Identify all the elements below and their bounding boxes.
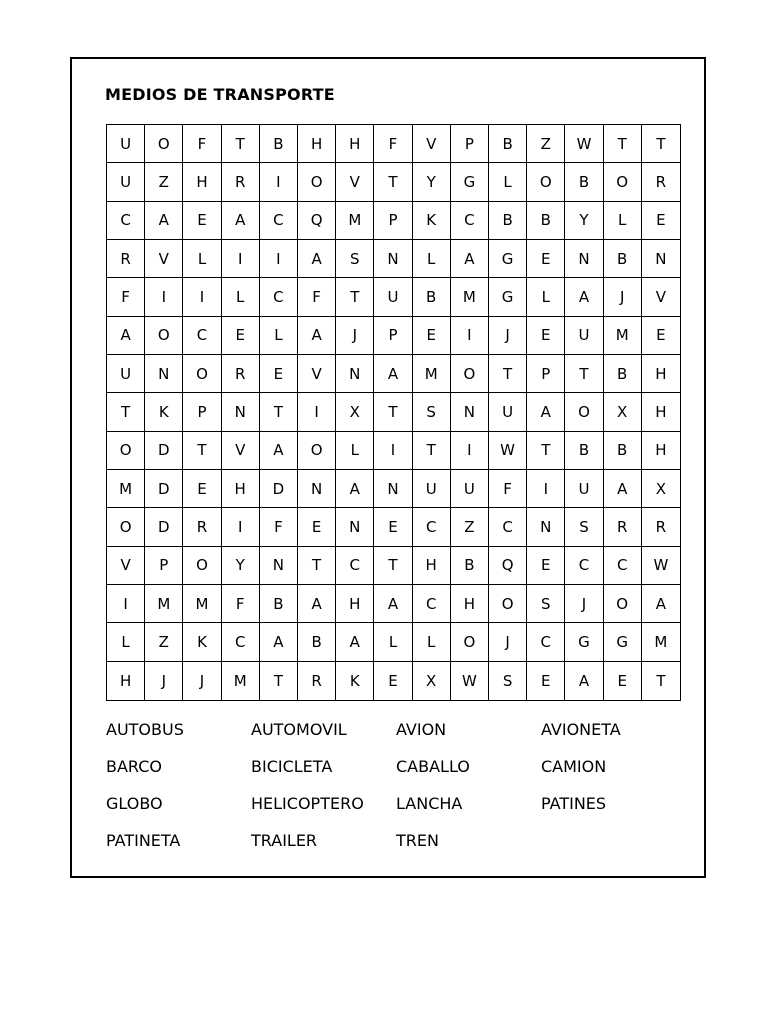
grid-cell[interactable]: W xyxy=(489,432,527,470)
grid-cell[interactable]: B xyxy=(565,432,603,470)
grid-cell[interactable]: F xyxy=(298,278,336,316)
grid-cell[interactable]: C xyxy=(260,278,298,316)
grid-cell[interactable]: A xyxy=(298,585,336,623)
grid-cell[interactable]: J xyxy=(336,317,374,355)
grid-cell[interactable]: K xyxy=(145,393,183,431)
grid-cell[interactable]: B xyxy=(298,623,336,661)
grid-cell[interactable]: A xyxy=(298,317,336,355)
grid-cell[interactable]: E xyxy=(642,317,680,355)
grid-cell[interactable]: B xyxy=(260,585,298,623)
grid-cell[interactable]: M xyxy=(107,470,145,508)
grid-cell[interactable]: N xyxy=(298,470,336,508)
grid-cell[interactable]: L xyxy=(413,240,451,278)
grid-cell[interactable]: O xyxy=(604,585,642,623)
grid-cell[interactable]: N xyxy=(527,508,565,546)
grid-cell[interactable]: B xyxy=(260,125,298,163)
grid-cell[interactable]: C xyxy=(451,202,489,240)
grid-cell[interactable]: T xyxy=(183,432,221,470)
grid-cell[interactable]: I xyxy=(222,240,260,278)
grid-cell[interactable]: L xyxy=(183,240,221,278)
grid-cell[interactable]: T xyxy=(298,547,336,585)
grid-cell[interactable]: V xyxy=(336,163,374,201)
grid-cell[interactable]: E xyxy=(413,317,451,355)
grid-cell[interactable]: J xyxy=(604,278,642,316)
word-list-item: AVION xyxy=(396,720,447,739)
grid-cell[interactable]: R xyxy=(604,508,642,546)
grid-cell[interactable]: Z xyxy=(527,125,565,163)
grid-cell[interactable]: K xyxy=(183,623,221,661)
grid-cell[interactable]: E xyxy=(374,662,412,700)
word-list-item: TREN xyxy=(396,831,439,850)
grid-cell[interactable]: F xyxy=(183,125,221,163)
grid-cell[interactable]: D xyxy=(260,470,298,508)
grid-cell[interactable]: C xyxy=(527,623,565,661)
grid-cell[interactable]: R xyxy=(222,163,260,201)
grid-cell[interactable]: A xyxy=(451,240,489,278)
word-list-item: TRAILER xyxy=(251,831,318,850)
grid-cell[interactable]: P xyxy=(183,393,221,431)
grid-cell[interactable]: C xyxy=(604,547,642,585)
grid-cell[interactable]: R xyxy=(183,508,221,546)
grid-cell[interactable]: R xyxy=(107,240,145,278)
grid-cell[interactable]: C xyxy=(489,508,527,546)
word-list xyxy=(106,719,686,867)
word-search-grid xyxy=(106,124,681,701)
grid-cell[interactable]: N xyxy=(260,547,298,585)
word-list-item: PATINETA xyxy=(106,831,181,850)
grid-cell[interactable]: H xyxy=(183,163,221,201)
grid-cell[interactable]: Y xyxy=(565,202,603,240)
grid-cell[interactable]: I xyxy=(374,432,412,470)
word-list-item: PATINES xyxy=(541,794,607,813)
word-list-item: GLOBO xyxy=(106,794,163,813)
word-list-item: HELICOPTERO xyxy=(251,794,364,813)
grid-cell[interactable]: E xyxy=(527,317,565,355)
grid-cell[interactable]: O xyxy=(451,355,489,393)
grid-cell[interactable]: M xyxy=(604,317,642,355)
grid-cell[interactable]: B xyxy=(565,163,603,201)
grid-cell[interactable]: A xyxy=(565,662,603,700)
grid-cell[interactable]: Q xyxy=(489,547,527,585)
grid-cell[interactable]: L xyxy=(489,163,527,201)
grid-cell[interactable]: P xyxy=(145,547,183,585)
grid-cell[interactable]: A xyxy=(527,393,565,431)
grid-cell[interactable]: H xyxy=(451,585,489,623)
grid-cell[interactable]: R xyxy=(642,508,680,546)
grid-cell[interactable]: N xyxy=(451,393,489,431)
grid-cell[interactable]: G xyxy=(489,240,527,278)
grid-cell[interactable]: H xyxy=(642,393,680,431)
grid-cell[interactable]: T xyxy=(565,355,603,393)
grid-cell[interactable]: A xyxy=(107,317,145,355)
grid-cell[interactable]: T xyxy=(642,125,680,163)
grid-cell[interactable]: N xyxy=(336,355,374,393)
grid-cell[interactable]: O xyxy=(145,317,183,355)
grid-cell[interactable]: J xyxy=(489,623,527,661)
grid-cell[interactable]: D xyxy=(145,508,183,546)
word-list-item: LANCHA xyxy=(396,794,463,813)
grid-cell[interactable]: T xyxy=(374,393,412,431)
grid-cell[interactable]: V xyxy=(413,125,451,163)
grid-cell[interactable]: R xyxy=(642,163,680,201)
grid-cell[interactable]: E xyxy=(374,508,412,546)
grid-cell[interactable]: G xyxy=(604,623,642,661)
grid-cell[interactable]: O xyxy=(527,163,565,201)
grid-cell[interactable]: G xyxy=(489,278,527,316)
grid-cell[interactable]: F xyxy=(374,125,412,163)
grid-cell[interactable]: Q xyxy=(298,202,336,240)
grid-cell[interactable]: J xyxy=(489,317,527,355)
grid-cell[interactable]: L xyxy=(222,278,260,316)
grid-cell[interactable]: O xyxy=(451,623,489,661)
grid-cell[interactable]: I xyxy=(260,163,298,201)
grid-cell[interactable]: D xyxy=(145,470,183,508)
grid-cell[interactable]: O xyxy=(298,432,336,470)
grid-cell[interactable]: E xyxy=(527,662,565,700)
grid-cell[interactable]: T xyxy=(656,671,666,690)
grid-cell[interactable]: F xyxy=(222,585,260,623)
grid-cell[interactable]: O xyxy=(565,393,603,431)
grid-cell[interactable]: Y xyxy=(222,547,260,585)
grid-cell[interactable]: W xyxy=(642,547,680,585)
grid-cell[interactable]: L xyxy=(527,278,565,316)
grid-cell[interactable]: X xyxy=(336,393,374,431)
grid-cell[interactable]: C xyxy=(107,202,145,240)
grid-cell[interactable]: I xyxy=(183,278,221,316)
grid-cell[interactable]: L xyxy=(413,623,451,661)
grid-cell[interactable]: S xyxy=(336,240,374,278)
word-list-item: AVIONETA xyxy=(541,720,621,739)
grid-cell[interactable]: A xyxy=(298,240,336,278)
grid-cell[interactable]: H xyxy=(642,355,680,393)
grid-cell[interactable]: R xyxy=(298,662,336,700)
grid-cell[interactable]: K xyxy=(336,662,374,700)
grid-cell[interactable]: T xyxy=(107,393,145,431)
grid-cell[interactable]: A xyxy=(336,623,374,661)
grid-cell[interactable]: V xyxy=(298,355,336,393)
grid-cell[interactable]: C xyxy=(565,547,603,585)
grid-cell[interactable]: H xyxy=(298,125,336,163)
grid-cell[interactable]: U xyxy=(107,163,145,201)
grid-cell[interactable]: U xyxy=(107,125,145,163)
grid-cell[interactable]: U xyxy=(565,317,603,355)
grid-cell[interactable]: A xyxy=(374,355,412,393)
grid-cell[interactable]: S xyxy=(489,662,527,700)
grid-cell[interactable]: O xyxy=(298,163,336,201)
grid-cell[interactable]: I xyxy=(145,278,183,316)
word-list-item: AUTOMOVIL xyxy=(251,720,347,739)
grid-cell[interactable]: N xyxy=(145,355,183,393)
grid-cell[interactable]: M xyxy=(145,585,183,623)
grid-cell[interactable]: T xyxy=(604,125,642,163)
grid-cell[interactable]: B xyxy=(604,355,642,393)
grid-cell[interactable]: N xyxy=(565,240,603,278)
grid-cell[interactable]: I xyxy=(527,470,565,508)
grid-cell[interactable]: M xyxy=(413,355,451,393)
grid-cell[interactable]: E xyxy=(183,202,221,240)
grid-cell[interactable]: A xyxy=(604,470,642,508)
grid-cell[interactable]: E xyxy=(642,202,680,240)
word-list-item: CAMION xyxy=(541,757,607,776)
grid-cell[interactable]: L xyxy=(336,432,374,470)
grid-cell[interactable]: I xyxy=(451,432,489,470)
grid-cell[interactable]: N xyxy=(222,393,260,431)
grid-cell[interactable]: F xyxy=(260,508,298,546)
grid-cell[interactable]: B xyxy=(489,202,527,240)
grid-cell[interactable]: F xyxy=(489,470,527,508)
grid-cell[interactable]: Z xyxy=(145,623,183,661)
page-title: MEDIOS DE TRANSPORTE xyxy=(105,85,335,104)
grid-cell[interactable]: V xyxy=(222,432,260,470)
grid-cell[interactable]: T xyxy=(222,125,260,163)
grid-cell[interactable]: X xyxy=(604,393,642,431)
grid-cell[interactable]: E xyxy=(527,547,565,585)
grid-cell[interactable]: T xyxy=(374,547,412,585)
grid-cell[interactable]: A xyxy=(222,202,260,240)
grid-cell[interactable]: P xyxy=(451,125,489,163)
grid-cell[interactable]: W xyxy=(451,662,489,700)
grid-cell[interactable]: C xyxy=(413,585,451,623)
grid-cell[interactable]: E xyxy=(298,508,336,546)
grid-cell[interactable]: V xyxy=(107,547,145,585)
grid-cell[interactable]: L xyxy=(604,202,642,240)
grid-cell[interactable]: T xyxy=(260,662,298,700)
grid-cell[interactable]: N xyxy=(642,240,680,278)
word-list-item: BICICLETA xyxy=(251,757,333,776)
grid-cell[interactable]: E xyxy=(604,662,642,700)
grid-cell[interactable]: W xyxy=(565,125,603,163)
grid-cell[interactable]: G xyxy=(451,163,489,201)
grid-cell[interactable]: A xyxy=(336,470,374,508)
grid-cell[interactable]: L xyxy=(260,317,298,355)
grid-cell[interactable]: I xyxy=(451,317,489,355)
grid-cell[interactable]: Z xyxy=(451,508,489,546)
grid-cell[interactable]: U xyxy=(374,278,412,316)
grid-cell[interactable]: S xyxy=(527,585,565,623)
grid-cell[interactable]: Y xyxy=(413,163,451,201)
grid-cell[interactable]: P xyxy=(527,355,565,393)
word-list-item: BARCO xyxy=(106,757,163,776)
grid-cell[interactable]: A xyxy=(260,432,298,470)
grid-cell[interactable]: J xyxy=(565,585,603,623)
grid-cell[interactable]: H xyxy=(222,470,260,508)
grid-cell[interactable]: T xyxy=(413,432,451,470)
grid-cell[interactable]: S xyxy=(413,393,451,431)
grid-cell[interactable]: P xyxy=(374,317,412,355)
grid-cell[interactable]: H xyxy=(642,432,680,470)
grid-cell[interactable]: I xyxy=(260,240,298,278)
grid-cell[interactable]: M xyxy=(336,202,374,240)
grid-cell[interactable]: L xyxy=(107,623,145,661)
grid-cell[interactable]: A xyxy=(565,278,603,316)
grid-cell[interactable]: U xyxy=(489,393,527,431)
grid-cell[interactable]: M xyxy=(222,662,260,700)
grid-cell[interactable]: O xyxy=(107,508,145,546)
grid-cell[interactable]: I xyxy=(298,393,336,431)
grid-cell[interactable]: C xyxy=(183,317,221,355)
grid-cell[interactable]: J xyxy=(183,662,221,700)
grid-cell[interactable]: H xyxy=(336,125,374,163)
grid-cell[interactable]: F xyxy=(107,278,145,316)
grid-cell[interactable]: I xyxy=(107,585,145,623)
grid-cell[interactable]: H xyxy=(107,662,145,700)
grid-cell[interactable]: O xyxy=(604,163,642,201)
grid-cell[interactable]: U xyxy=(451,470,489,508)
grid-cell[interactable]: H xyxy=(336,585,374,623)
grid-cell[interactable]: N xyxy=(374,470,412,508)
grid-cell[interactable]: K xyxy=(413,202,451,240)
grid-cell[interactable]: C xyxy=(222,623,260,661)
grid-cell[interactable]: B xyxy=(527,202,565,240)
grid-cell[interactable]: X xyxy=(413,662,451,700)
grid-cell[interactable]: N xyxy=(374,240,412,278)
grid-cell[interactable]: O xyxy=(489,585,527,623)
grid-cell[interactable]: R xyxy=(222,355,260,393)
grid-cell[interactable]: M xyxy=(451,278,489,316)
grid-cell[interactable]: B xyxy=(451,547,489,585)
grid-cell[interactable]: O xyxy=(145,125,183,163)
grid-cell[interactable]: H xyxy=(413,547,451,585)
grid-cell[interactable]: T xyxy=(336,278,374,316)
grid-cell[interactable]: J xyxy=(145,662,183,700)
grid-cell[interactable]: A xyxy=(260,623,298,661)
grid-cell[interactable]: M xyxy=(183,585,221,623)
grid-cell[interactable]: U xyxy=(413,470,451,508)
grid-cell[interactable]: B xyxy=(604,432,642,470)
grid-cell[interactable]: E xyxy=(260,355,298,393)
grid-cell[interactable]: V xyxy=(145,240,183,278)
grid-cell[interactable]: O xyxy=(183,547,221,585)
grid-cell[interactable]: E xyxy=(527,240,565,278)
grid-cell[interactable]: A xyxy=(642,585,680,623)
grid-cell[interactable]: U xyxy=(107,355,145,393)
grid-cell[interactable]: T xyxy=(527,432,565,470)
grid-cell[interactable]: C xyxy=(413,508,451,546)
grid-cell[interactable]: U xyxy=(565,470,603,508)
grid-cell[interactable]: C xyxy=(260,202,298,240)
grid-cell[interactable]: T xyxy=(489,355,527,393)
grid-cell[interactable]: V xyxy=(642,278,680,316)
grid-cell[interactable]: N xyxy=(336,508,374,546)
grid-cell[interactable]: P xyxy=(374,202,412,240)
grid-cell[interactable]: O xyxy=(183,355,221,393)
grid-cell[interactable]: T xyxy=(260,393,298,431)
grid-cell[interactable]: M xyxy=(642,623,680,661)
grid-cell[interactable]: E xyxy=(183,470,221,508)
grid-cell[interactable]: S xyxy=(565,508,603,546)
grid-cell[interactable]: B xyxy=(413,278,451,316)
grid-cell[interactable]: Z xyxy=(145,163,183,201)
grid-cell[interactable]: D xyxy=(145,432,183,470)
grid-cell[interactable]: L xyxy=(374,623,412,661)
grid-cell[interactable]: A xyxy=(374,585,412,623)
grid-cell[interactable]: G xyxy=(565,623,603,661)
word-list-item: CABALLO xyxy=(396,757,470,776)
grid-cell[interactable]: O xyxy=(107,432,145,470)
grid-cell[interactable]: B xyxy=(604,240,642,278)
word-list-item: AUTOBUS xyxy=(106,720,184,739)
grid-cell[interactable]: A xyxy=(145,202,183,240)
grid-cell[interactable]: C xyxy=(336,547,374,585)
grid-cell[interactable]: X xyxy=(642,470,680,508)
grid-cell[interactable]: T xyxy=(374,163,412,201)
grid-cell[interactable]: E xyxy=(222,317,260,355)
grid-cell[interactable]: B xyxy=(489,125,527,163)
grid-cell[interactable]: I xyxy=(222,508,260,546)
